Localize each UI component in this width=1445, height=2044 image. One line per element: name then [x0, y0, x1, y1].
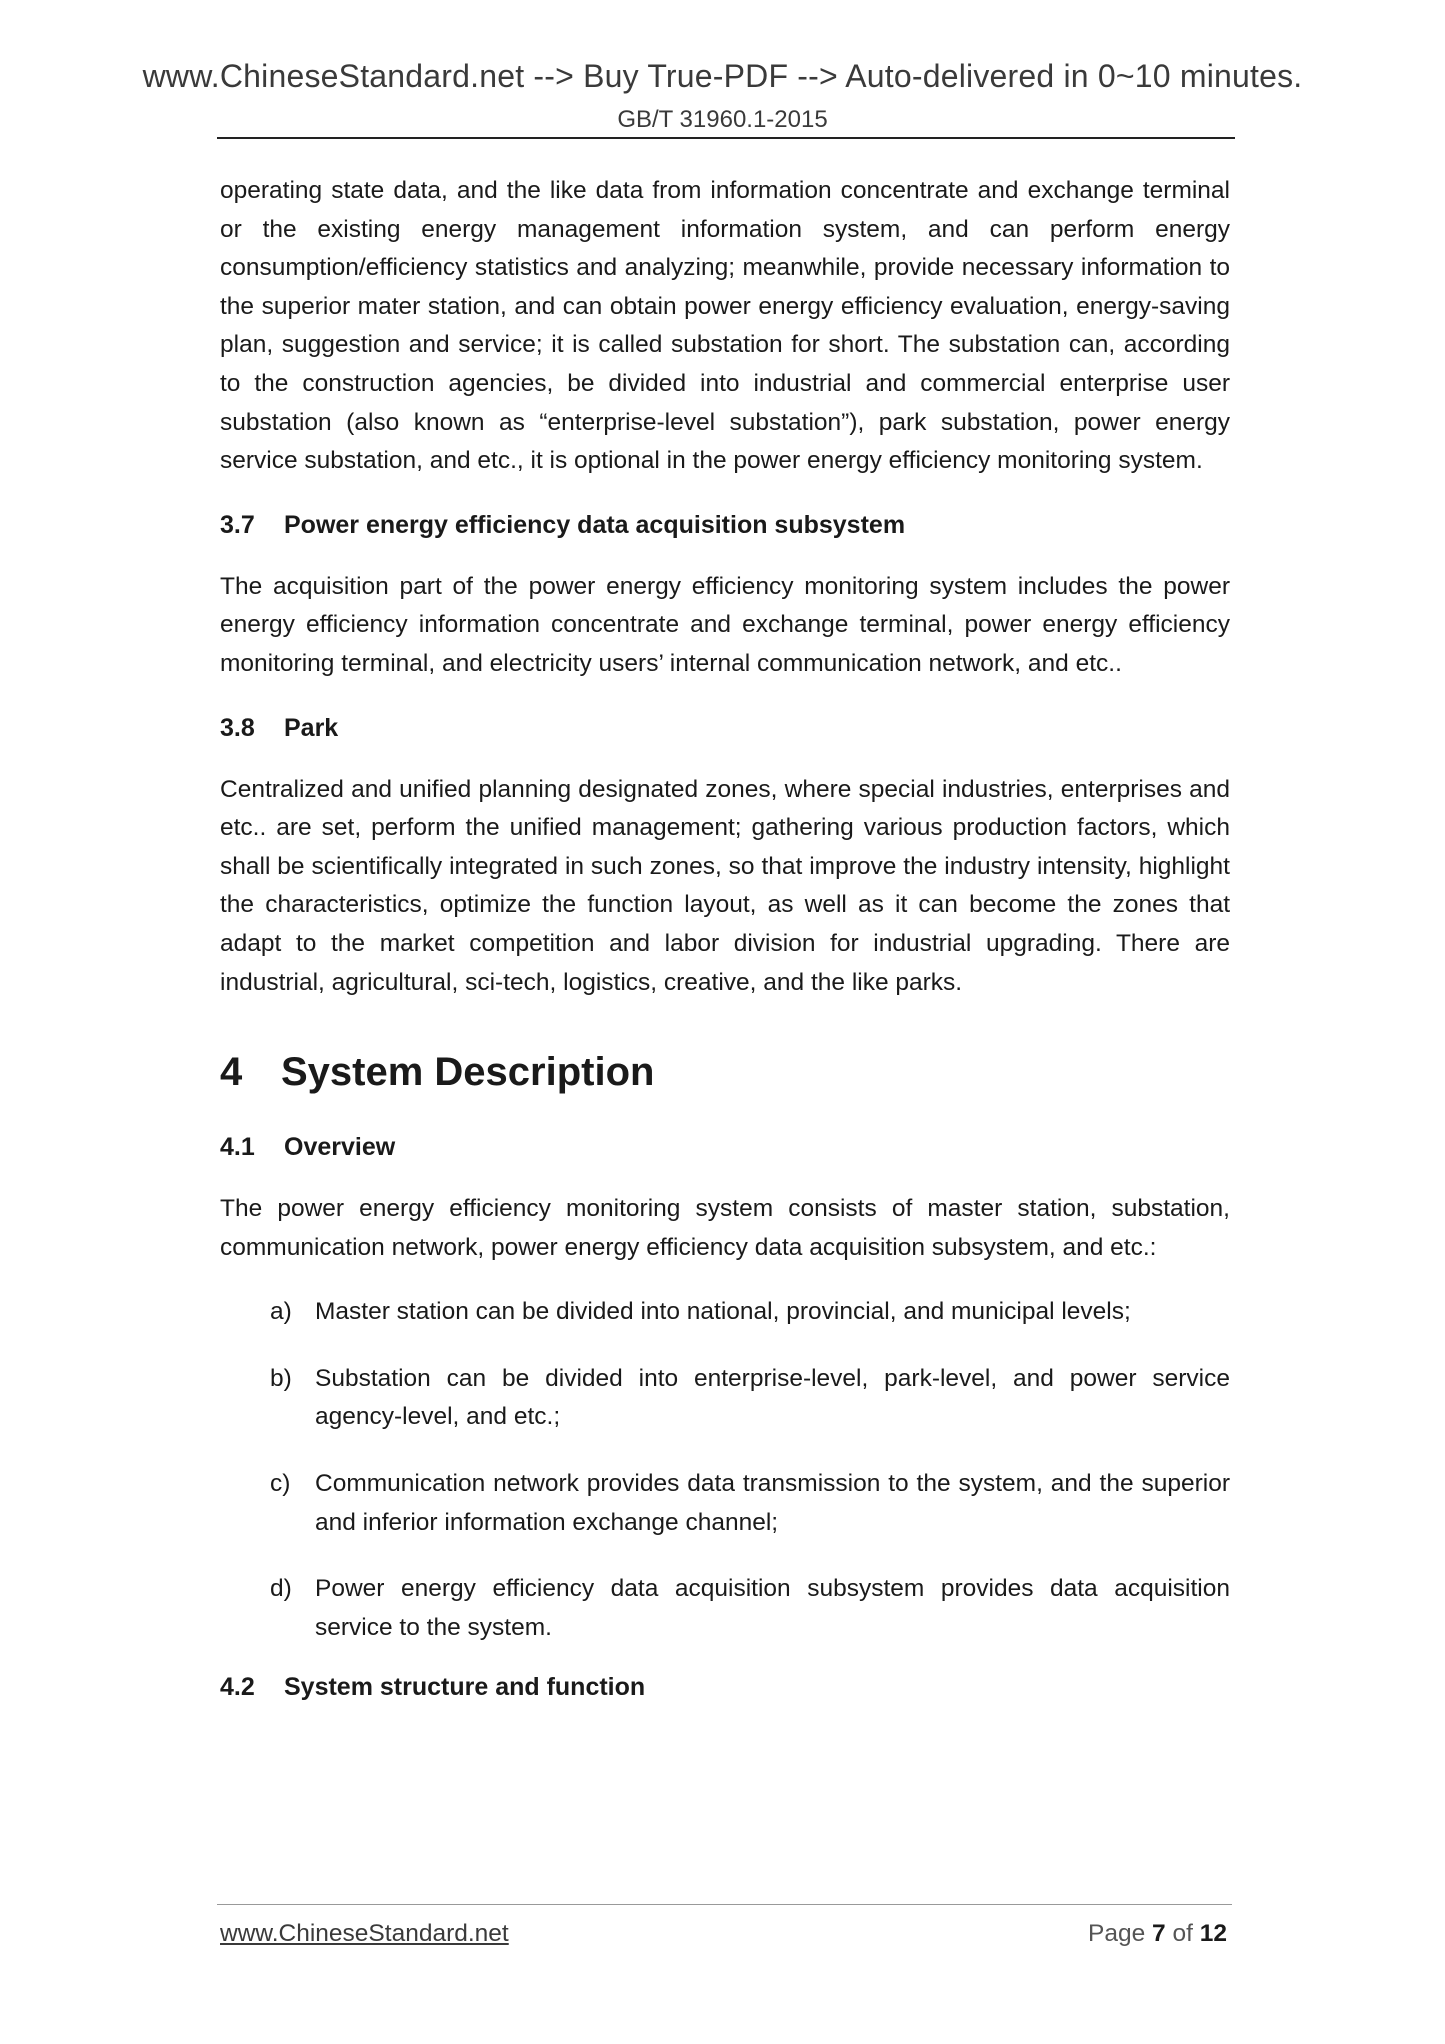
list-item	[220, 1570, 1230, 1647]
page-of: of	[1172, 1920, 1193, 1947]
list-item-text: Master station can be divided into national, provincial, and municipal levels;	[315, 1298, 1131, 1326]
list-item-text: Communication network provides data transmission to the system, and the superior and inferior information exchange channel;	[315, 1470, 1230, 1536]
section-number: 4.2	[220, 1673, 255, 1702]
chapter-heading-4	[220, 1050, 1230, 1095]
section-heading-3-8	[220, 714, 1230, 743]
page-number	[1088, 1920, 1227, 1948]
page-total: 12	[1199, 1920, 1227, 1947]
section-heading-4-1	[220, 1133, 1230, 1162]
list-marker: c)	[270, 1470, 291, 1498]
list-item-text: Substation can be divided into enterprise-level, park-level, and power service agency-level, and etc.;	[315, 1364, 1230, 1431]
list-item	[220, 1465, 1230, 1542]
footer-divider	[217, 1904, 1232, 1905]
section-title: Park	[284, 713, 339, 742]
page-current: 7	[1152, 1920, 1166, 1947]
list-item	[220, 1360, 1230, 1437]
section-number: 4.1	[220, 1133, 255, 1162]
intro-paragraph: operating state data, and the like data from information concentrate and exchange terminal or the existing energy management information system, and can perform energy consumption/efficiency statistics and analyzing; meanwhile, provide necessary information to the superior mater station, and can obtain power energy efficiency evaluation, energy-saving plan, suggestion and service; it is called substation for short. The substation can, according to the construction agencies, be divided into industrial and commercial enterprise user substation (also known as “enterprise-level substation”), park substation, power energy service substation, and etc., it is optional in the power energy efficiency monitoring system.	[220, 177, 1230, 475]
chapter-title: System Description	[281, 1050, 655, 1095]
section-heading-3-7	[220, 511, 1230, 540]
section-number: 3.8	[220, 713, 255, 742]
section-title: Power energy efficiency data acquisition subsystem	[284, 510, 906, 539]
list-marker: a)	[270, 1298, 292, 1326]
list-marker: b)	[270, 1364, 292, 1392]
section-3-8-body: Centralized and unified planning designated zones, where special industries, enterprises and etc.. are set, perform the unified management; gathering various production factors, which shall be scientifically integrated in such zones, so that improve the industry intensity, highlight the characteristics, optimize the function layout, as well as it can become the zones that adapt to the market competition and labor division for industrial upgrading. There are industrial, agricultural, sci-tech, logistics, creative, and the like parks.	[220, 775, 1230, 996]
list-item-text: Power energy efficiency data acquisition subsystem provides data acquisition service to the system.	[315, 1575, 1230, 1641]
section-4-1-body: The power energy efficiency monitoring system consists of master station, substation, communication network, power energy efficiency data acquisition subsystem, and etc.:	[220, 1195, 1230, 1261]
page-content	[220, 172, 1230, 1702]
chapter-number: 4	[220, 1050, 243, 1095]
section-title: Overview	[284, 1133, 396, 1162]
list-item	[220, 1293, 1230, 1332]
header-divider	[217, 137, 1235, 139]
page-prefix: Page	[1088, 1920, 1146, 1947]
section-heading-4-2	[220, 1673, 1230, 1702]
list-marker: d)	[270, 1575, 292, 1603]
section-title: System structure and function	[284, 1673, 646, 1702]
top-banner[interactable]: www.ChineseStandard.net --> Buy True-PDF --> Auto-delivered in 0~10 minutes.	[142, 58, 1303, 94]
document-code: GB/T 31960.1-2015	[617, 106, 828, 133]
section-3-7-body: The acquisition part of the power energy efficiency monitoring system includes the power energy efficiency information concentrate and exchange terminal, power energy efficiency monitoring terminal, and electricity users’ internal communication network, and etc..	[220, 572, 1230, 677]
section-number: 3.7	[220, 510, 255, 539]
footer-website-link[interactable]: www.ChineseStandard.net	[220, 1920, 509, 1947]
